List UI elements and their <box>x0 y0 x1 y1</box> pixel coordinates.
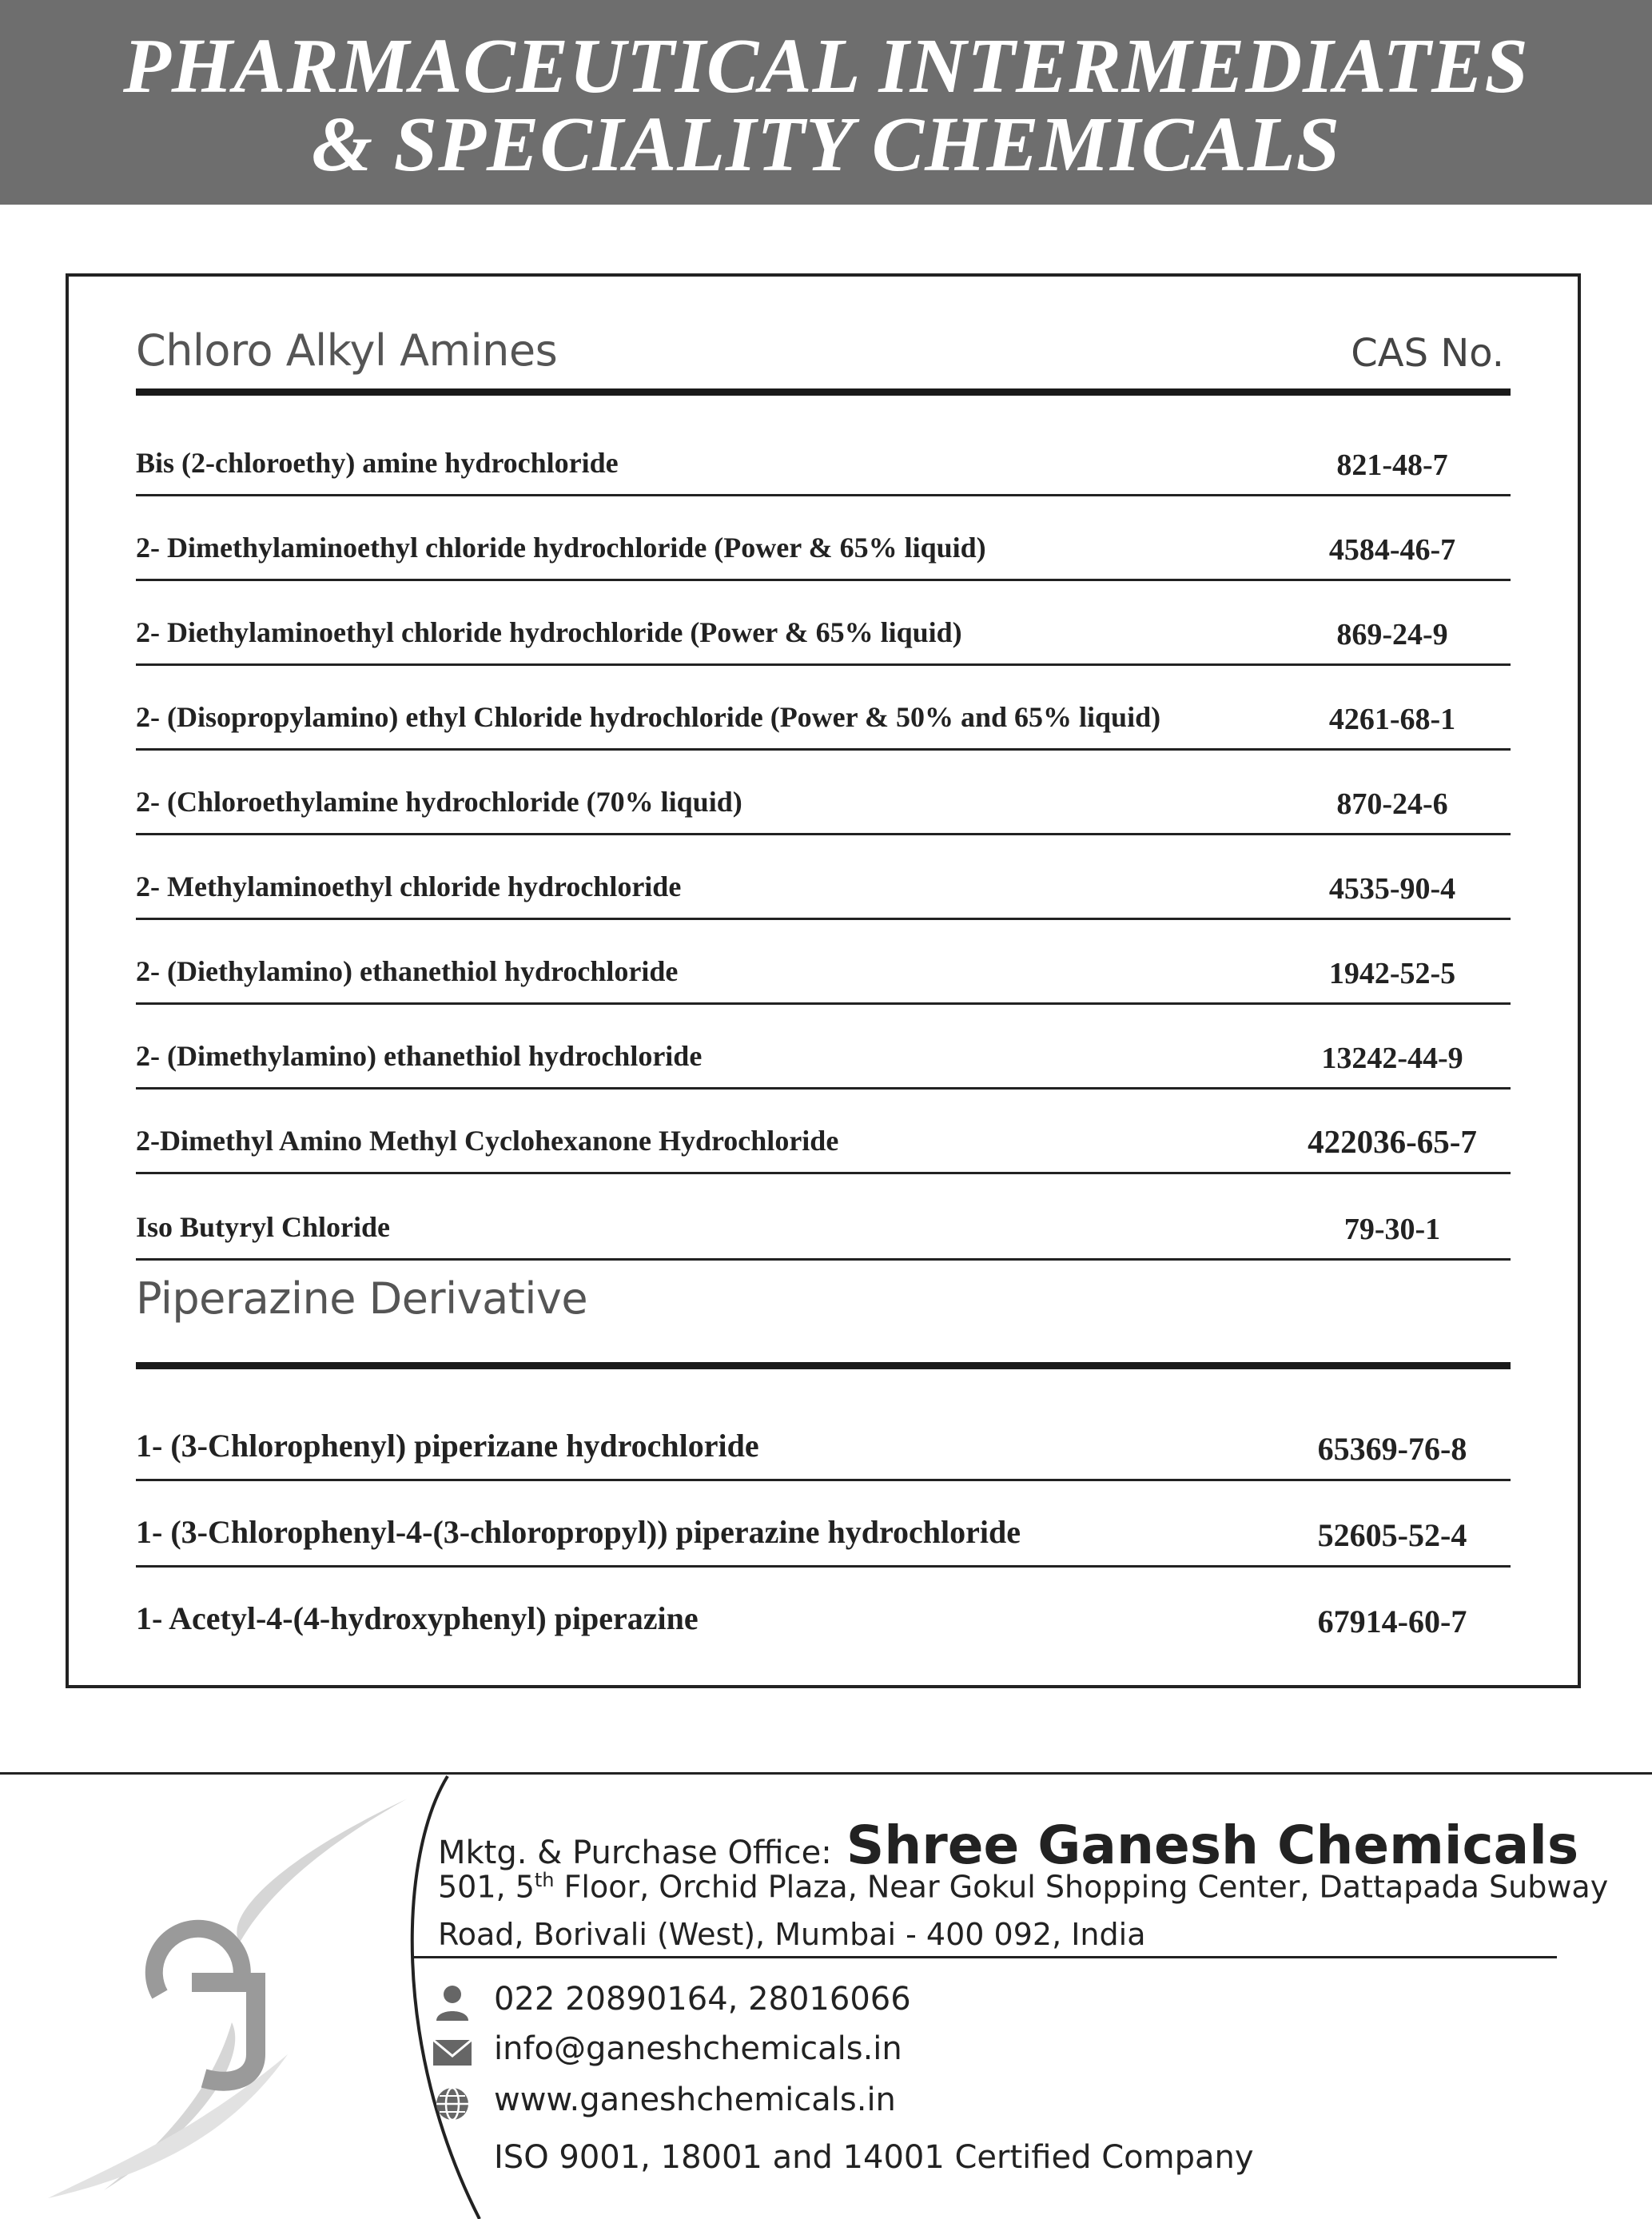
section-header-chloro <box>136 320 1511 384</box>
product-row <box>136 1089 1511 1174</box>
office-divider <box>414 1956 1557 1958</box>
section-divider <box>136 1362 1511 1369</box>
product-name: 2- Diethylaminoethyl chloride hydrochloride (Power & 65% liquid) <box>136 616 962 648</box>
product-row <box>136 919 1511 1005</box>
address-line1 <box>438 1869 1608 1905</box>
product-row <box>136 1482 1511 1568</box>
product-name: Bis (2-chloroethy) amine hydrochloride <box>136 447 619 479</box>
product-name: Iso Butyryl Chloride <box>136 1211 391 1243</box>
product-row <box>136 750 1511 835</box>
cas-number: 79-30-1 <box>1343 1213 1441 1246</box>
product-name: 2- (Chloroethylamine hydrochloride (70% liquid) <box>136 786 742 818</box>
product-name: 2- Methylaminoethyl chloride hydrochloride <box>136 870 682 902</box>
product-row <box>136 1004 1511 1090</box>
section-title: Piperazine Derivative <box>136 1273 588 1324</box>
email-link[interactable]: info@ganeshchemicals.in <box>494 2030 902 2067</box>
product-name: 2- Dimethylaminoethyl chloride hydrochloride (Power & 65% liquid) <box>136 532 986 564</box>
company-name: Shree Ganesh Chemicals <box>846 1815 1579 1876</box>
product-row <box>136 1396 1511 1481</box>
product-name: 1- (3-Chlorophenyl) piperizane hydrochloride <box>136 1428 759 1464</box>
g-logo <box>32 1791 416 2206</box>
person-icon <box>432 1984 473 2022</box>
cas-number: 67914-60-7 <box>1317 1603 1467 1639</box>
product-name: 2- (Disopropylamino) ethyl Chloride hydrochloride (Power & 50% and 65% liquid) <box>136 701 1161 733</box>
cas-number: 52605-52-4 <box>1317 1517 1467 1553</box>
product-panel <box>66 273 1581 1688</box>
address-part: Floor, Orchid Plaza, Near Gokul Shopping Center, Dattapada Subway <box>554 1869 1609 1905</box>
product-row <box>136 1175 1511 1261</box>
section-divider <box>136 388 1511 396</box>
header-banner <box>0 0 1652 205</box>
cas-number: 422036-65-7 <box>1308 1123 1477 1160</box>
cas-number: 1942-52-5 <box>1328 957 1456 990</box>
product-name: 1- (3-Chlorophenyl-4-(3-chloropropyl)) piperazine hydrochloride <box>136 1514 1021 1550</box>
phone-number: 022 20890164, 28016066 <box>494 1981 911 2018</box>
certification-text: ISO 9001, 18001 and 14001 Certified Company <box>494 2139 1254 2176</box>
cas-number: 4261-68-1 <box>1328 703 1456 736</box>
product-name: 2- (Diethylamino) ethanethiol hydrochloride <box>136 955 679 987</box>
product-row <box>136 1568 1511 1651</box>
office-heading <box>438 1815 1578 1876</box>
product-row <box>136 411 1511 496</box>
cas-number: 821-48-7 <box>1336 448 1448 482</box>
product-row <box>136 665 1511 751</box>
office-label: Mktg. & Purchase Office: <box>438 1835 832 1871</box>
banner-title-line2: & SPECIALITY CHEMICALS <box>311 102 1341 188</box>
cas-number: 869-24-9 <box>1336 618 1448 651</box>
cas-number: 870-24-6 <box>1336 787 1448 821</box>
cas-column-header: CAS No. <box>1351 331 1504 376</box>
product-row <box>136 835 1511 920</box>
product-row <box>136 580 1511 666</box>
company-logo <box>32 1791 416 2206</box>
address-ordinal: th <box>534 1869 555 1891</box>
product-name: 2- (Dimethylamino) ethanethiol hydrochloride <box>136 1040 703 1072</box>
product-row <box>136 496 1511 581</box>
cas-number: 65369-76-8 <box>1317 1431 1467 1467</box>
product-name: 1- Acetyl-4-(4-hydroxyphenyl) piperazine <box>136 1600 699 1636</box>
cas-number: 4535-90-4 <box>1328 872 1456 906</box>
address-line2: Road, Borivali (West), Mumbai - 400 092, India <box>438 1917 1146 1952</box>
product-name: 2-Dimethyl Amino Methyl Cyclohexanone Hydrochloride <box>136 1125 839 1157</box>
cas-number: 4584-46-7 <box>1328 533 1456 567</box>
banner-title-line1: PHARMACEUTICAL INTERMEDIATES <box>123 23 1529 110</box>
envelope-icon <box>432 2034 473 2072</box>
footer-divider <box>0 1772 1652 1775</box>
website-link[interactable]: www.ganeshchemicals.in <box>494 2082 896 2118</box>
cas-number: 13242-44-9 <box>1321 1042 1463 1075</box>
section-header-piperazine <box>136 1268 1511 1332</box>
section-title: Chloro Alkyl Amines <box>136 325 558 376</box>
globe-icon <box>432 2085 473 2123</box>
address-part: 501, 5 <box>438 1869 535 1905</box>
